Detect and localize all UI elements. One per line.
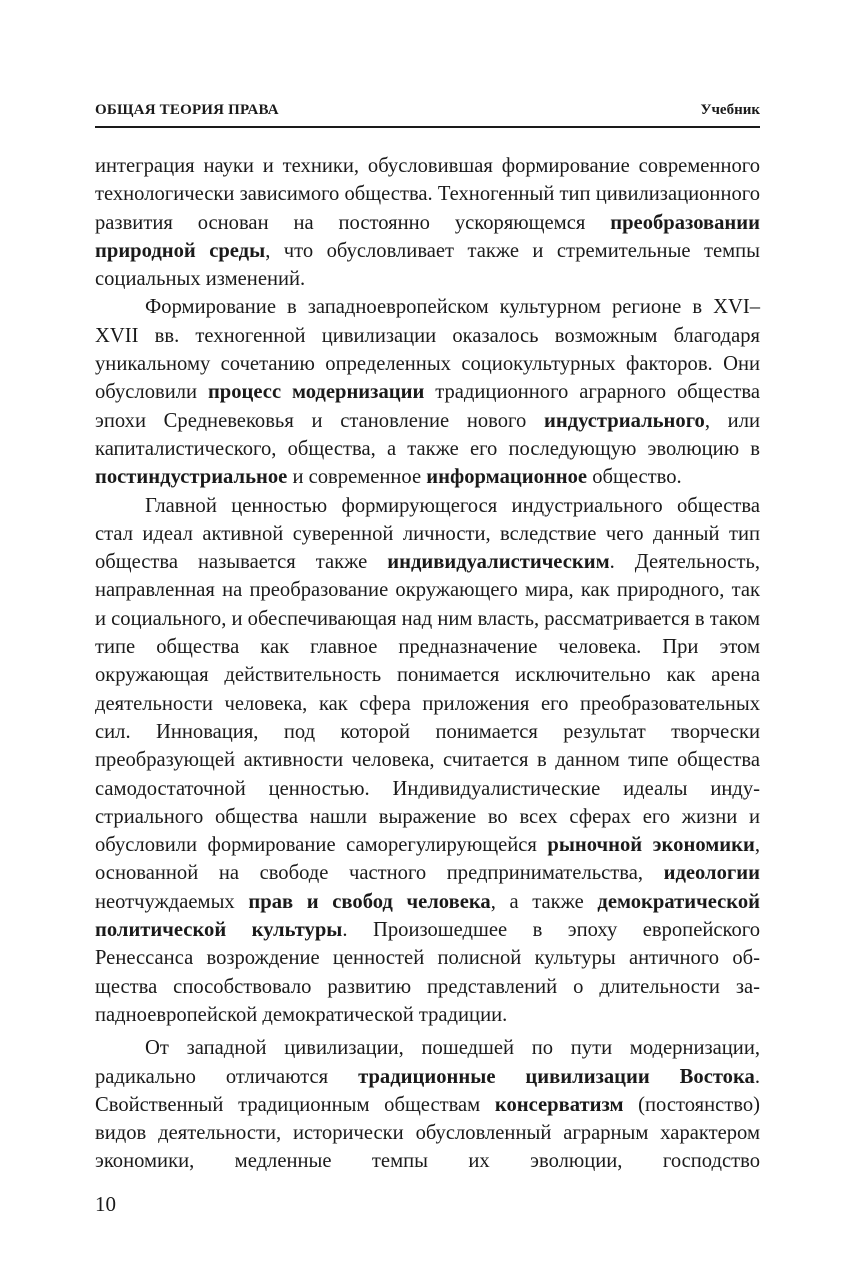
bold-term: традиционные цивилизации Востока [358,1065,755,1088]
paragraph [95,293,760,491]
bold-term: прав и свобод человека [248,890,491,913]
paragraph [95,1034,760,1175]
bold-term: индивидуалистическим [387,551,610,574]
bold-term: индустриального [543,409,705,432]
bold-term: рыночной экономики [547,834,755,857]
bold-term: преобразовании природной среды [95,211,760,262]
text-run: . Деятельность, направленная на преобразование окружающего мира, как природного, так и социального, и обеспечивающая над ним власть, рассматривается в таком типе общества как главное предназначение человека. При этом окружающая действительность понимается исключительно как арена деятельности человека, как сфера приложения его преобразовательных сил. Инновация, под которой понимается результат творчески преобразующей активности человека, считается в данном типе общества самодостаточной ценностью. Индивидуалистические идеалы индустриального общества нашли выражение во всех сферах его жизни и обусловили формирование саморегулирующейся [95,551,760,857]
bold-term: информационное [426,466,588,489]
body-text [95,152,760,1176]
text-run: общество. [587,466,682,489]
text-run: и современное [287,466,427,489]
text-run: , а также [490,890,598,913]
bold-term: идеологии [663,862,760,885]
bold-term: процесс модернизации [207,381,425,404]
paragraph [95,152,760,293]
text-run: неотчуждаемых [95,890,249,913]
text-run: Формирование в западноевропейском культурном регионе в XVI–XVII вв. техногенной цивилизации оказалось возможным благодаря уникальному сочетанию определенных социокультурных факторов. Они обусловили [95,296,760,404]
text-run: традиционного аграрного общества эпохи Средневековья и становление нового [95,381,760,432]
text-run: От западной цивилизации, пошедшей по пути модернизации, радикально отличаются [95,1037,760,1088]
text-run: интеграция науки и техники, обусловившая формирование современного технологически зависимого общества. Техногенный тип цивилизационного развития основан на постоянно ускоряющемся [95,155,760,234]
text-run: , что обусловливает также и стремительные темпы социальных изменений. [95,239,760,291]
text-run: , основанной на свободе частного предпринимательства, [95,834,760,885]
running-header [95,100,760,128]
text-run: . Произошедшее в эпоху европейского Ренессанса возрождение ценностей полисной культуры античного общества способствовало развитию представлений о длительности западноевропейской демократической традиции. [95,919,760,1026]
text-run: Главной ценностью формирующегося индустриального общества стал идеал активной суверенной личности, вследствие чего данный тип общества называется также [95,494,760,574]
text-run: . Свойственный традиционным обществам [95,1065,760,1116]
bold-term: демократической политической культуры [95,890,760,942]
bold-term: постиндустриальное [95,466,288,489]
text-run: (постоянство) видов деятельности, исторически обусловленный аграрным характером экономики, медленные темпы их эволюции, господство [95,1093,760,1173]
header-book-type: Учебник [700,102,760,118]
bold-term: консерватизм [494,1093,624,1116]
page-number: 10 [95,1192,116,1216]
header-book-title: ОБЩАЯ ТЕОРИЯ ПРАВА [95,102,279,118]
text-run: , или капиталистического, общества, а также его последующую эволюцию в [95,409,760,460]
paragraph [95,492,760,1030]
